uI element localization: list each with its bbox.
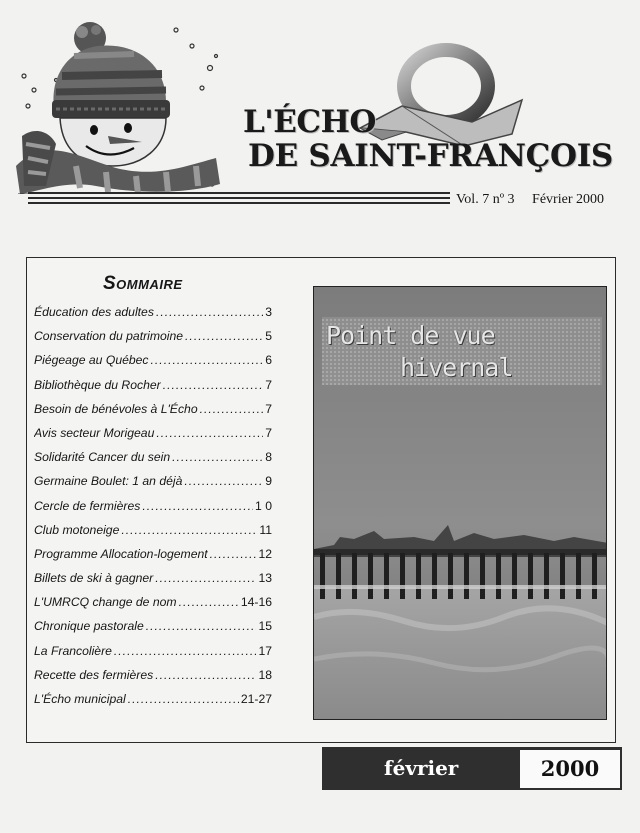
dot-leader bbox=[114, 644, 257, 658]
contents-item-title: L'UMRCQ change de nom bbox=[34, 595, 177, 610]
newsletter-title-line2: DE SAINT-FRANÇOIS bbox=[248, 138, 614, 174]
contents-item-page: 7 bbox=[265, 401, 272, 416]
contents-item-title: La Francolière bbox=[34, 643, 112, 658]
contents-item-page: 8 bbox=[265, 450, 272, 465]
issue-date: Février 2000 bbox=[532, 192, 604, 207]
dot-leader bbox=[142, 499, 253, 513]
contents-item bbox=[34, 353, 272, 377]
masthead-rule bbox=[28, 192, 450, 194]
contents-item-page: 14-16 bbox=[240, 595, 272, 610]
contents-item-page: 21-27 bbox=[240, 692, 272, 706]
dot-leader bbox=[200, 402, 264, 416]
contents-item-page: 6 bbox=[265, 353, 272, 368]
dot-leader bbox=[151, 353, 264, 367]
contents-item bbox=[34, 619, 272, 643]
contents-item-page: 13 bbox=[258, 571, 272, 586]
contents-item bbox=[34, 402, 272, 426]
contents-list bbox=[34, 305, 272, 716]
footer-month: février bbox=[384, 756, 459, 780]
contents-item bbox=[34, 523, 272, 547]
contents-item bbox=[34, 378, 272, 402]
contents-item bbox=[34, 474, 272, 498]
contents-item bbox=[34, 426, 272, 450]
snowman-illustration bbox=[16, 16, 228, 194]
dot-leader bbox=[163, 378, 264, 392]
contents-item-title: Club motoneige bbox=[34, 522, 120, 537]
footer-year: 2000 bbox=[520, 750, 620, 788]
contents-item-title: Chronique pastorale bbox=[34, 619, 144, 634]
contents-item-title: Bibliothèque du Rocher bbox=[34, 377, 161, 392]
newsletter-title-line1: L'ÉCHO bbox=[243, 104, 376, 140]
contents-item bbox=[34, 305, 272, 329]
contents-item-title: Germaine Boulet: 1 an déjà bbox=[34, 474, 183, 489]
volume-number: Vol. 7 nº 3 bbox=[456, 192, 515, 207]
photo-caption-line1: Point de vue bbox=[326, 321, 495, 350]
contents-item bbox=[34, 692, 272, 716]
contents-item-title: Recette des fermières bbox=[34, 667, 154, 682]
contents-item-page: 7 bbox=[265, 425, 272, 440]
contents-item bbox=[34, 644, 272, 668]
contents-item-title: Programme Allocation-logement bbox=[34, 546, 208, 561]
contents-item-page: 3 bbox=[265, 305, 272, 319]
contents-item bbox=[34, 571, 272, 595]
dot-leader bbox=[210, 547, 257, 561]
contents-item-title: Conservation du patrimoine bbox=[34, 329, 184, 344]
contents-item-title: Besoin de bénévoles à L'Écho bbox=[34, 401, 198, 416]
contents-item bbox=[34, 499, 272, 523]
dot-leader bbox=[155, 668, 256, 682]
contents-item-title: Piégeage au Québec bbox=[34, 353, 149, 368]
contents-item-page: 5 bbox=[265, 329, 272, 344]
contents-item-page: 1 0 bbox=[255, 498, 272, 513]
cover-photo bbox=[313, 286, 607, 720]
winter-pier-photo bbox=[314, 287, 607, 720]
dot-leader bbox=[172, 450, 263, 464]
masthead-rule bbox=[28, 202, 450, 204]
contents-item-title: Billets de ski à gagner bbox=[34, 571, 154, 586]
contents-item bbox=[34, 668, 272, 692]
logo-ribbon-loop bbox=[352, 42, 526, 148]
contents-item-title: L'Écho municipal bbox=[34, 692, 126, 706]
contents-item-page: 17 bbox=[258, 643, 272, 658]
contents-item-title: Solidarité Cancer du sein bbox=[34, 450, 171, 465]
dot-leader bbox=[179, 595, 239, 609]
dot-leader bbox=[146, 619, 257, 633]
contents-item-page: 11 bbox=[259, 522, 272, 537]
contents-item-page: 7 bbox=[265, 377, 272, 392]
contents-item-title: Éducation des adultes bbox=[34, 305, 154, 319]
contents-heading: Sommaire bbox=[103, 273, 183, 294]
dot-leader bbox=[156, 426, 263, 440]
contents-item-title: Cercle de fermières bbox=[34, 498, 141, 513]
dot-leader bbox=[184, 474, 263, 488]
contents-item bbox=[34, 595, 272, 619]
contents-item bbox=[34, 547, 272, 571]
contents-item-page: 15 bbox=[258, 619, 272, 634]
contents-item-page: 12 bbox=[258, 546, 272, 561]
contents-item-title: Avis secteur Morigeau bbox=[34, 425, 155, 440]
masthead-rule bbox=[28, 197, 450, 199]
dot-leader bbox=[121, 523, 257, 537]
dot-leader bbox=[155, 571, 256, 585]
contents-item bbox=[34, 450, 272, 474]
photo-caption-line2: hivernal bbox=[400, 353, 513, 382]
dot-leader bbox=[156, 305, 263, 319]
issue-info bbox=[456, 192, 604, 208]
contents-item-page: 9 bbox=[265, 474, 272, 489]
contents-item bbox=[34, 329, 272, 353]
dot-leader bbox=[128, 692, 239, 706]
contents-item-page: 18 bbox=[258, 667, 272, 682]
dot-leader bbox=[185, 329, 263, 343]
